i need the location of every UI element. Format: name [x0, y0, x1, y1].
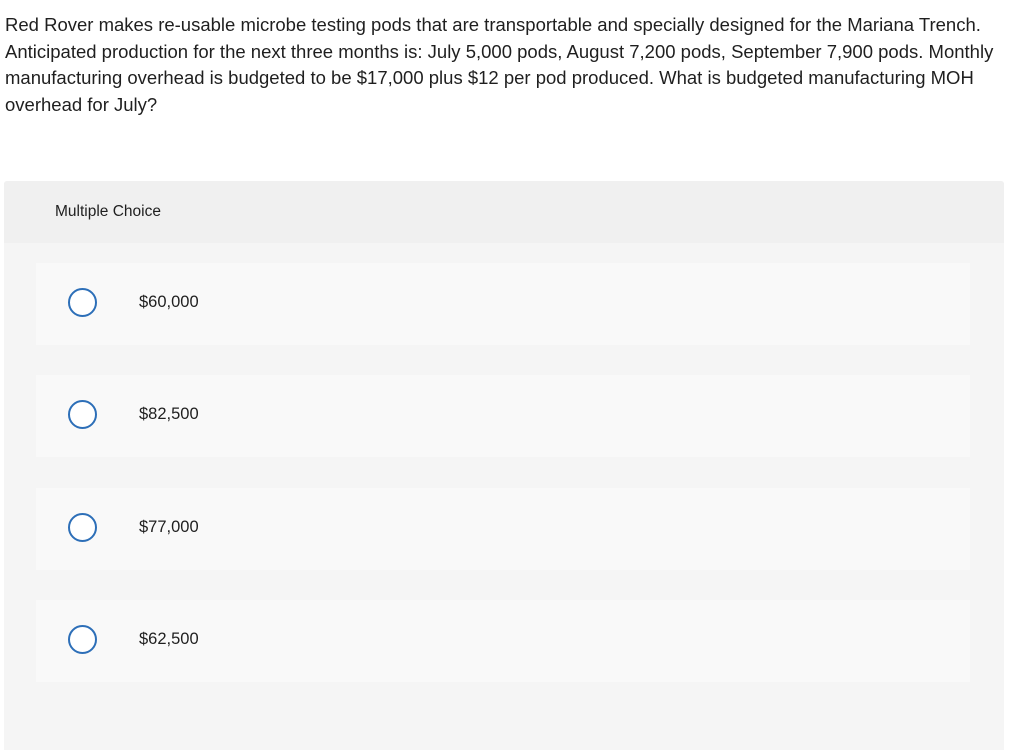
radio-button-icon[interactable]: [68, 288, 97, 317]
choice-label: $62,500: [139, 630, 199, 648]
radio-button-icon[interactable]: [68, 513, 97, 542]
choice-option-1[interactable]: [36, 263, 970, 345]
radio-button-icon[interactable]: [68, 625, 97, 654]
choice-option-4[interactable]: [36, 600, 970, 682]
radio-button-icon[interactable]: [68, 400, 97, 429]
multiple-choice-panel: [4, 181, 1004, 750]
question-text: Red Rover makes re-usable microbe testing pods that are transportable and specially designed for the Mariana Trench. Anticipated production for the next three months is: July 5,000 pods, August 7,200 pods, September 7,900 pods. Monthly manufacturing overhead is budgeted to be $17,000 plus $12 per pod produced. What is budgeted manufacturing MOH overhead for July?: [5, 14, 994, 115]
choices-list: [4, 243, 1004, 750]
choice-label: $60,000: [139, 293, 199, 311]
multiple-choice-header: [4, 181, 1004, 243]
choice-option-2[interactable]: [36, 375, 970, 457]
multiple-choice-title: Multiple Choice: [55, 203, 161, 220]
choice-label: $82,500: [139, 405, 199, 423]
choice-label: $77,000: [139, 518, 199, 536]
choice-option-3[interactable]: [36, 488, 970, 570]
